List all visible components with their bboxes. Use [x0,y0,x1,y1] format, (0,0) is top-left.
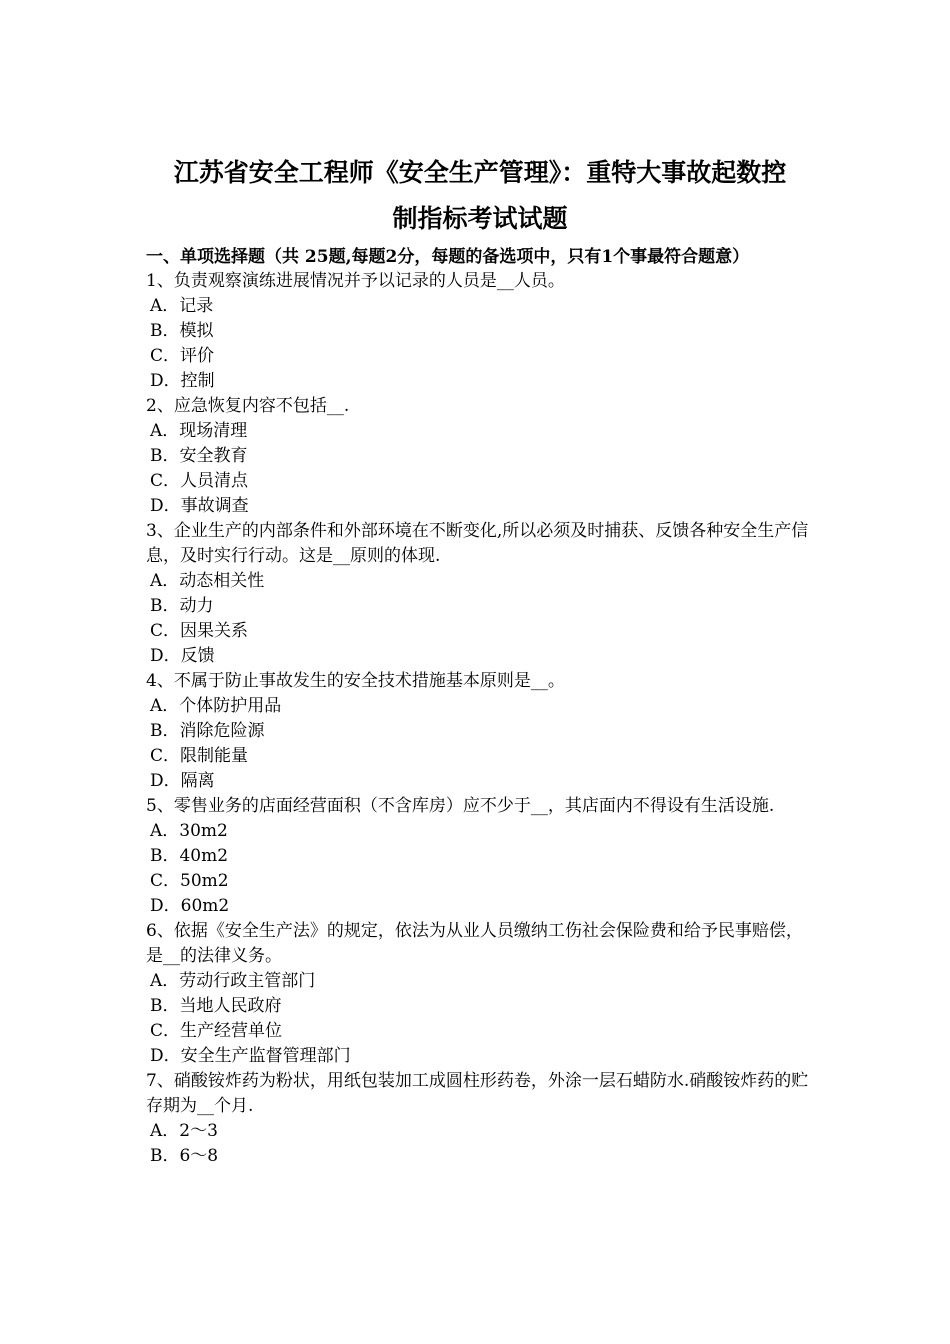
question-3 [146,519,814,669]
option-d: D．控制 [150,371,215,391]
question-stem: 7、硝酸铵炸药为粉状，用纸包装加工成圆柱形药卷，外涂一层石蜡防水.硝酸铵炸药的贮存期为__个月. [146,1071,809,1116]
question-7 [146,1069,814,1169]
option-b: B．6～8 [150,1146,219,1166]
option-b: B．动力 [150,596,214,616]
option-b: B．模拟 [150,321,214,341]
option-a: A．现场清理 [150,421,248,441]
document-title-line-1: 江苏省安全工程师《安全生产管理》：重特大事故起数控 [173,158,787,187]
option-d: D．安全生产监督管理部门 [150,1046,351,1066]
document-title-line-2: 制指标考试试题 [392,204,568,233]
question-stem: 3、企业生产的内部条件和外部环境在不断变化,所以必须及时捕获、反馈各种安全生产信息，及时实行行动。这是__原则的体现. [146,521,809,566]
question-4 [146,669,814,794]
option-list [146,419,814,519]
document-page [146,150,814,1169]
option-d: D．60m2 [150,896,230,916]
option-c: C．因果关系 [150,621,249,641]
option-c: C．生产经营单位 [150,1021,283,1041]
question-stem: 5、零售业务的店面经营面积（不含库房）应不少于__，其店面内不得设有生活设施. [146,796,775,816]
question-stem: 1、负责观察演练进展情况并予以记录的人员是__人员。 [146,271,565,291]
option-a: A．2～3 [150,1121,218,1141]
question-2 [146,394,814,519]
option-b: B．40m2 [150,846,229,866]
option-list [146,694,814,794]
section-heading: 一、单项选择题（共 25题,每题2分，每题的备选项中，只有1个事最符合题意） [146,247,750,267]
question-6 [146,919,814,1069]
question-5 [146,794,814,919]
option-d: D．反馈 [150,646,215,666]
option-d: D．隔离 [150,771,215,791]
option-a: A．30m2 [150,821,228,841]
option-a: A．劳动行政主管部门 [150,971,316,991]
option-c: C．50m2 [150,871,229,891]
option-b: B．当地人民政府 [150,996,282,1016]
option-d: D．事故调查 [150,496,249,516]
option-a: A．记录 [150,296,214,316]
question-stem: 6、依据《安全生产法》的规定，依法为从业人员缴纳工伤社会保险费和给予民事赔偿，是__的法律义务。 [146,921,803,966]
option-b: B．消除危险源 [150,721,265,741]
option-list [146,819,814,919]
question-stem: 4、不属于防止事故发生的安全技术措施基本原则是__。 [146,671,565,691]
question-1 [146,269,814,394]
option-c: C．人员清点 [150,471,249,491]
question-stem: 2、应急恢复内容不包括__. [146,396,350,416]
option-list [146,1119,814,1169]
option-list [146,294,814,394]
option-b: B．安全教育 [150,446,248,466]
option-a: A．动态相关性 [150,571,265,591]
option-list [146,569,814,669]
option-a: A．个体防护用品 [150,696,282,716]
option-c: C．限制能量 [150,746,249,766]
question-list [146,269,814,1169]
option-list [146,969,814,1069]
option-c: C．评价 [150,346,215,366]
document-title [146,150,814,242]
